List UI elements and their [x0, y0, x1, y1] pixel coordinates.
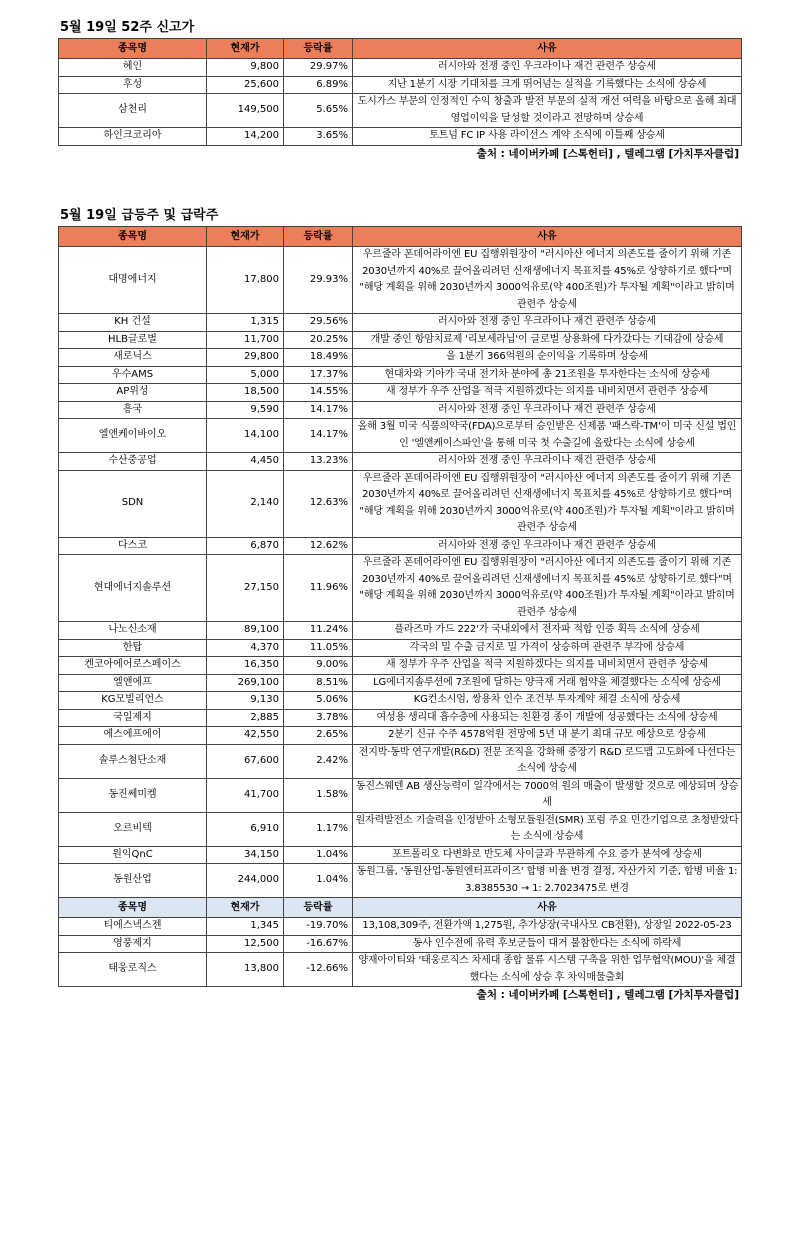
stock-name: 후성	[59, 76, 207, 94]
stock-change: -19.70%	[284, 918, 353, 936]
stock-reason: 러시아와 전쟁 중인 우크라이나 재건 관련주 상승세	[353, 401, 742, 419]
stock-name: 국일제지	[59, 709, 207, 727]
stock-reason: 현대차와 기아가 국내 전기차 분야에 총 21조원을 투자한다는 소식에 상승세	[353, 366, 742, 384]
stock-name: 켄코아에어로스페이스	[59, 657, 207, 675]
stock-price: 67,600	[207, 744, 284, 778]
stock-name: 대명에너지	[59, 247, 207, 314]
stock-reason: 새 정부가 우주 산업을 적극 지원하겠다는 의지를 내비치면서 관련주 상승세	[353, 384, 742, 402]
stock-reason: KG컨소시엄, 쌍용차 인수 조건부 투자계약 체결 소식에 상승세	[353, 692, 742, 710]
table-row	[59, 453, 742, 471]
stock-change: 14.17%	[284, 401, 353, 419]
stock-price: 6,910	[207, 812, 284, 846]
stock-price: 6,870	[207, 537, 284, 555]
table-row	[59, 537, 742, 555]
table-row	[59, 674, 742, 692]
stock-name: KH 건설	[59, 314, 207, 332]
high52-section	[58, 18, 741, 163]
high52-title: 5월 19일 52주 신고가	[60, 20, 195, 35]
movers-table	[58, 226, 742, 987]
stock-price: 29,800	[207, 349, 284, 367]
stock-price: 1,315	[207, 314, 284, 332]
stock-change: 11.05%	[284, 639, 353, 657]
header-price: 현재가	[207, 898, 284, 918]
stock-reason: 13,108,309주, 전환가액 1,275원, 추가상장(국내사모 CB전환), 상장일 2022-05-23	[353, 918, 742, 936]
stock-change: 29.97%	[284, 59, 353, 77]
stock-price: 14,200	[207, 128, 284, 146]
stock-name: 엘앤케이바이오	[59, 419, 207, 453]
stock-name: 동진쎄미켐	[59, 778, 207, 812]
header-change: 등락률	[284, 39, 353, 59]
table-row	[59, 846, 742, 864]
fallers-rows	[59, 918, 742, 987]
stock-reason: 우르줄라 폰데어라이엔 EU 집행위원장이 "러시아산 에너지 의존도를 줄이기 위해 기존 2030년까지 40%로 끌어올리려던 신재생에너지 목표치를 45%로 상향하기로 했다"며 "해당 계획을 위해 2030년까지 3000억유로(약 400조원)가 투자될 계획"이라고 밝히며 관련주 상승세	[353, 247, 742, 314]
stock-change: 1.04%	[284, 864, 353, 898]
stock-name: 영풍제지	[59, 935, 207, 953]
table-row	[59, 349, 742, 367]
stock-change: 29.56%	[284, 314, 353, 332]
stock-change: 12.63%	[284, 470, 353, 537]
stock-reason: 러시아와 전쟁 중인 우크라이나 재건 관련주 상승세	[353, 59, 742, 77]
stock-change: 9.00%	[284, 657, 353, 675]
table-row	[59, 76, 742, 94]
stock-change: 11.96%	[284, 555, 353, 622]
stock-price: 14,100	[207, 419, 284, 453]
stock-price: 2,885	[207, 709, 284, 727]
stock-reason: 동진스웨덴 AB 생산능력이 일각에서는 7000억 원의 매출이 발생할 것으로 예상되며 상승세	[353, 778, 742, 812]
stock-name: 다스코	[59, 537, 207, 555]
stock-change: 2.65%	[284, 727, 353, 745]
stock-reason: 원자력발전소 기술력을 인정받아 소형모듈원전(SMR) 포럼 주요 민간기업으로 초청받았다는 소식에 상승세	[353, 812, 742, 846]
stock-name: 현대에너지솔루션	[59, 555, 207, 622]
stock-reason: 여성용 생리대 흡수층에 사용되는 친환경 종이 개발에 성공했다는 소식에 상승세	[353, 709, 742, 727]
stock-name: 나노신소재	[59, 622, 207, 640]
stock-price: 16,350	[207, 657, 284, 675]
stock-reason: 러시아와 전쟁 중인 우크라이나 재건 관련주 상승세	[353, 537, 742, 555]
stock-reason: 양재아이티와 '태웅로직스 차세대 종합 물류 시스템 구축을 위한 업무협약(MOU)'을 체결했다는 소식에 상승 후 차익매물출회	[353, 953, 742, 987]
stock-price: 89,100	[207, 622, 284, 640]
stock-price: 13,800	[207, 953, 284, 987]
stock-reason: 러시아와 전쟁 중인 우크라이나 재건 관련주 상승세	[353, 453, 742, 471]
stock-name: 혜인	[59, 59, 207, 77]
stock-name: 새로닉스	[59, 349, 207, 367]
table-row	[59, 555, 742, 622]
stock-name: 동원산업	[59, 864, 207, 898]
table-row	[59, 384, 742, 402]
stock-change: 12.62%	[284, 537, 353, 555]
stock-change: 5.65%	[284, 94, 353, 128]
stock-name: HLB글로벌	[59, 331, 207, 349]
stock-price: 4,370	[207, 639, 284, 657]
stock-price: 9,130	[207, 692, 284, 710]
stock-reason: 전지박·동박 연구개발(R&D) 전문 조직을 강화해 중장기 R&D 로드맵 고도화에 나선다는 소식에 상승세	[353, 744, 742, 778]
high52-rows	[59, 59, 742, 146]
table-row	[59, 692, 742, 710]
stock-name: 엘앤에프	[59, 674, 207, 692]
stock-price: 4,450	[207, 453, 284, 471]
header-name: 종목명	[59, 39, 207, 59]
stock-reason: 2분기 신규 수주 4578억원 전망에 5년 내 분기 최대 규모 예상으로 상승세	[353, 727, 742, 745]
stock-change: 1.04%	[284, 846, 353, 864]
stock-change: 3.65%	[284, 128, 353, 146]
stock-name: 에스에프에이	[59, 727, 207, 745]
table-row	[59, 94, 742, 128]
table-row	[59, 709, 742, 727]
stock-reason: 개발 중인 항암치료제 '리보세라닙'이 글로벌 상용화에 다가갔다는 기대감에 상승세	[353, 331, 742, 349]
stock-reason: 동원그룹, '동원산업-동원엔터프라이즈' 합병 비율 변경 결정, 자산가치 기준, 합병 비율 1: 3.8385530 → 1: 2.7023475로 변경	[353, 864, 742, 898]
stock-change: 6.89%	[284, 76, 353, 94]
header-reason: 사유	[353, 39, 742, 59]
stock-name: 오르비텍	[59, 812, 207, 846]
stock-price: 2,140	[207, 470, 284, 537]
table-row	[59, 331, 742, 349]
table-row	[59, 812, 742, 846]
stock-reason: 동사 인수전에 유력 후보군들이 대거 불참한다는 소식에 하락세	[353, 935, 742, 953]
stock-change: 14.55%	[284, 384, 353, 402]
stock-name: 흥국	[59, 401, 207, 419]
stock-reason: 새 정부가 우주 산업을 적극 지원하겠다는 의지를 내비치면서 관련주 상승세	[353, 657, 742, 675]
table-header-row	[59, 898, 742, 918]
stock-reason: 포트폴리오 다변화로 반도체 사이클과 무관하게 수요 증가 분석에 상승세	[353, 846, 742, 864]
stock-reason: 러시아와 전쟁 중인 우크라이나 재건 관련주 상승세	[353, 314, 742, 332]
stock-price: 9,800	[207, 59, 284, 77]
table-row	[59, 419, 742, 453]
stock-reason: 도시가스 부문의 인정적인 수익 창출과 발전 부문의 실적 개선 여력을 바탕으로 올해 최대 영업이익을 달성할 것이라고 전망하며 상승세	[353, 94, 742, 128]
table-row	[59, 727, 742, 745]
stock-price: 1,345	[207, 918, 284, 936]
stock-name: 하인크코리아	[59, 128, 207, 146]
stock-name: 태웅로직스	[59, 953, 207, 987]
stock-change: 2.42%	[284, 744, 353, 778]
stock-change: 11.24%	[284, 622, 353, 640]
stock-name: 솔루스첨단소재	[59, 744, 207, 778]
stock-name: 티에스넥스젠	[59, 918, 207, 936]
stock-reason: 우르줄라 폰데어라이엔 EU 집행위원장이 "러시아산 에너지 의존도를 줄이기 위해 기존 2030년까지 40%로 끌어올리려던 신재생에너지 목표치를 45%로 상향하기로 했다"며 "해당 계획을 위해 2030년까지 3000억유로(약 400조원)가 투자될 계획"이라고 밝히며 관련주 상승세	[353, 470, 742, 537]
table-row	[59, 778, 742, 812]
high52-source: 출처 : 네이버카페 [스톡헌터] , 텔레그램 [가치투자클럽]	[476, 147, 739, 160]
stock-price: 5,000	[207, 366, 284, 384]
stock-price: 18,500	[207, 384, 284, 402]
header-name: 종목명	[59, 227, 207, 247]
stock-reason: 각국의 밀 수출 금지로 밀 가격이 상승하며 관련주 부각에 상승세	[353, 639, 742, 657]
stock-reason: 플라즈마 가드 222'가 국내외에서 전자파 적합 인증 획득 소식에 상승세	[353, 622, 742, 640]
stock-price: 244,000	[207, 864, 284, 898]
stock-name: 수산중공업	[59, 453, 207, 471]
stock-change: 5.06%	[284, 692, 353, 710]
table-row	[59, 59, 742, 77]
table-row	[59, 639, 742, 657]
stock-price: 42,550	[207, 727, 284, 745]
stock-change: 20.25%	[284, 331, 353, 349]
stock-change: 14.17%	[284, 419, 353, 453]
stock-price: 17,800	[207, 247, 284, 314]
table-header-row	[59, 39, 742, 59]
stock-change: 8.51%	[284, 674, 353, 692]
stock-price: 149,500	[207, 94, 284, 128]
stock-change: 29.93%	[284, 247, 353, 314]
table-row	[59, 864, 742, 898]
table-row	[59, 935, 742, 953]
stock-price: 12,500	[207, 935, 284, 953]
stock-reason: 우르줄라 폰데어라이엔 EU 집행위원장이 "러시아산 에너지 의존도를 줄이기 위해 기존 2030년까지 40%로 끌어올리려던 신재생에너지 목표치를 45%로 상향하기로 했다"며 "해당 계획을 위해 2030년까지 3000억유로(약 400조원)가 투자될 계획"이라고 밝히며 관련주 상승세	[353, 555, 742, 622]
stock-change: 18.49%	[284, 349, 353, 367]
header-reason: 사유	[353, 227, 742, 247]
table-row	[59, 744, 742, 778]
header-price: 현재가	[207, 39, 284, 59]
fallers-header	[59, 898, 742, 918]
movers-section	[58, 206, 741, 1004]
stock-change: 1.17%	[284, 812, 353, 846]
stock-change: 3.78%	[284, 709, 353, 727]
table-row	[59, 314, 742, 332]
stock-name: 원익QnC	[59, 846, 207, 864]
risers-rows	[59, 247, 742, 898]
stock-price: 27,150	[207, 555, 284, 622]
stock-reason: 토트넘 FC IP 사용 라이선스 계약 소식에 이틀째 상승세	[353, 128, 742, 146]
high52-table	[58, 38, 742, 146]
header-price: 현재가	[207, 227, 284, 247]
stock-change: 13.23%	[284, 453, 353, 471]
stock-reason: LG에너지솔루션에 7조원에 달하는 양극재 거래 협약을 체결했다는 소식에 상승세	[353, 674, 742, 692]
stock-change: -16.67%	[284, 935, 353, 953]
table-row	[59, 247, 742, 314]
stock-name: KG모빌리언스	[59, 692, 207, 710]
header-change: 등락률	[284, 227, 353, 247]
stock-reason: 올 1분기 366억원의 순이익을 기록하며 상승세	[353, 349, 742, 367]
stock-change: 1.58%	[284, 778, 353, 812]
stock-change: 17.37%	[284, 366, 353, 384]
table-row	[59, 401, 742, 419]
table-row	[59, 128, 742, 146]
table-row	[59, 918, 742, 936]
header-change: 등락률	[284, 898, 353, 918]
stock-reason: 올해 3월 미국 식품의약국(FDA)으로부터 승인받은 신제품 '패스락-TM'이 미국 신설 법인인 '엘앤케이스파인'을 통해 미국 첫 수출길에 올랐다는 소식에 상승세	[353, 419, 742, 453]
table-row	[59, 953, 742, 987]
stock-price: 34,150	[207, 846, 284, 864]
table-row	[59, 366, 742, 384]
stock-price: 269,100	[207, 674, 284, 692]
table-header-row	[59, 227, 742, 247]
table-row	[59, 622, 742, 640]
stock-price: 25,600	[207, 76, 284, 94]
table-row	[59, 657, 742, 675]
stock-name: SDN	[59, 470, 207, 537]
table-row	[59, 470, 742, 537]
stock-price: 11,700	[207, 331, 284, 349]
stock-change: -12.66%	[284, 953, 353, 987]
stock-price: 41,700	[207, 778, 284, 812]
stock-price: 9,590	[207, 401, 284, 419]
stock-name: 우수AMS	[59, 366, 207, 384]
movers-title: 5월 19일 급등주 및 급락주	[60, 208, 219, 223]
header-name: 종목명	[59, 898, 207, 918]
stock-reason: 지난 1분기 시장 기대치를 크게 뛰어넘는 실적을 기록했다는 소식에 상승세	[353, 76, 742, 94]
stock-name: 한탑	[59, 639, 207, 657]
header-reason: 사유	[353, 898, 742, 918]
stock-name: AP위성	[59, 384, 207, 402]
stock-name: 삼천리	[59, 94, 207, 128]
movers-source: 출처 : 네이버카페 [스톡헌터] , 텔레그램 [가치투자클럽]	[476, 989, 739, 1001]
